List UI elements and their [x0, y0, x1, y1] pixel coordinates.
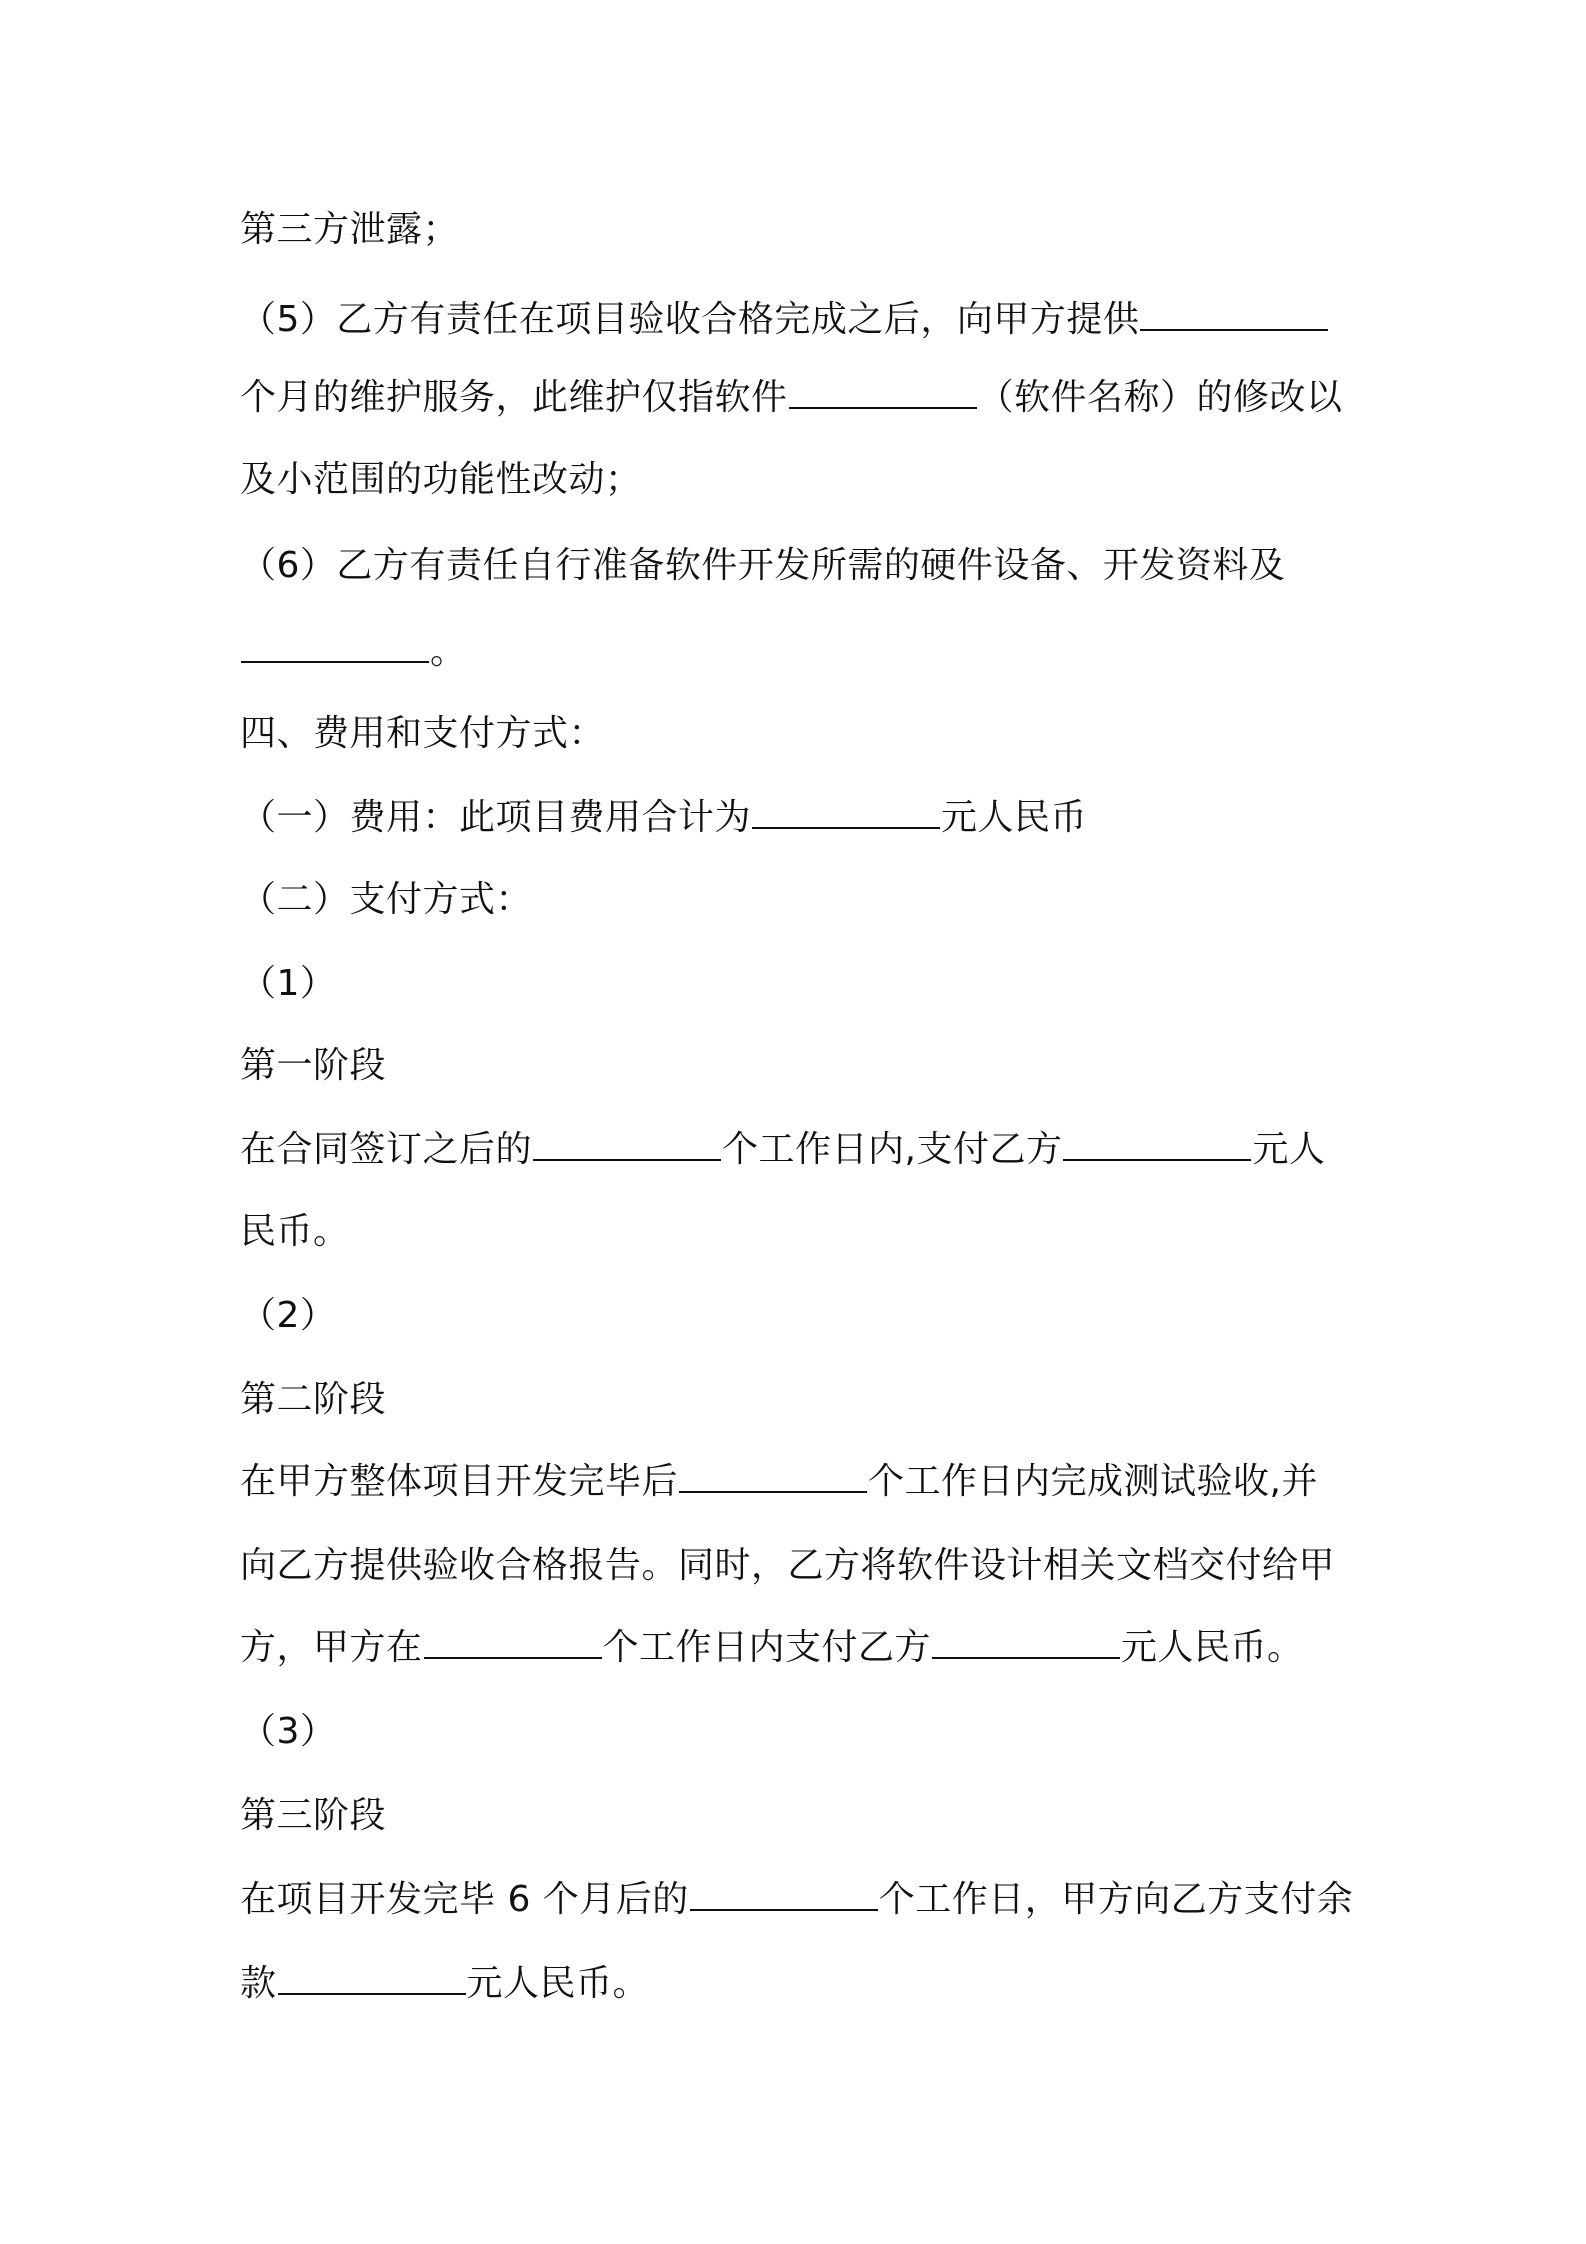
section-heading	[240, 704, 1360, 764]
fill-in-blank[interactable]	[278, 1957, 466, 1995]
text-segment: 第三阶段	[240, 1795, 387, 1836]
text-segment: 第三方泄露；	[240, 209, 460, 250]
text-segment: （5）乙方有责任在项目验收合格完成之后，向甲方提供	[240, 299, 1140, 340]
text-segment: 个工作日，甲方向乙方支付余	[878, 1879, 1354, 1920]
stage-heading	[240, 1370, 1360, 1430]
text-line	[240, 368, 1360, 428]
fill-in-blank[interactable]	[533, 1123, 721, 1161]
text-line	[240, 1954, 1360, 2014]
text-line	[240, 1618, 1360, 1678]
text-segment: （1）	[240, 963, 337, 1004]
text-segment: 元人	[1252, 1129, 1326, 1170]
fill-in-blank[interactable]	[1063, 1123, 1251, 1161]
text-line	[240, 1120, 1360, 1180]
text-line	[240, 870, 1360, 930]
text-line	[240, 450, 1360, 510]
fill-in-blank[interactable]	[241, 625, 429, 663]
text-segment: （6）乙方有责任自行准备软件开发所需的硬件设备、开发资料及	[240, 545, 1286, 586]
fill-in-blank[interactable]	[690, 1873, 878, 1911]
fill-in-blank[interactable]	[679, 1455, 867, 1493]
text-segment: 个工作日内支付乙方	[602, 1627, 932, 1668]
text-segment: 在甲方整体项目开发完毕后	[240, 1461, 679, 1502]
text-line	[240, 622, 1360, 682]
fill-in-blank[interactable]	[1140, 293, 1328, 331]
text-segment: （2）	[240, 1295, 337, 1336]
text-segment: 方，甲方在	[240, 1627, 423, 1668]
text-line	[240, 1870, 1360, 1930]
text-segment: 及小范围的功能性改动；	[240, 459, 642, 500]
text-segment: 元人民币	[941, 797, 1088, 838]
stage-heading	[240, 1036, 1360, 1096]
text-line	[240, 1536, 1360, 1596]
fill-in-blank[interactable]	[424, 1621, 602, 1659]
fill-in-blank[interactable]	[789, 371, 977, 409]
text-line	[240, 536, 1360, 596]
text-segment: 个工作日内完成测试验收,并	[868, 1461, 1318, 1502]
fill-in-blank[interactable]	[932, 1621, 1120, 1659]
text-line	[240, 954, 1360, 1014]
text-line	[240, 1202, 1360, 1262]
text-line	[240, 1286, 1360, 1346]
text-line	[240, 1702, 1360, 1762]
text-segment: 元人民币。	[466, 1963, 650, 2004]
text-segment: 第二阶段	[240, 1379, 387, 1420]
text-segment: （一）费用：此项目费用合计为	[240, 797, 752, 838]
text-segment: 在项目开发完毕 6 个月后的	[240, 1879, 689, 1920]
text-segment: （软件名称）的修改以	[977, 377, 1343, 418]
text-segment: 款	[240, 1963, 277, 2004]
text-line	[240, 200, 1360, 260]
text-line	[240, 1452, 1360, 1512]
text-line	[240, 290, 1360, 350]
stage-heading	[240, 1786, 1360, 1846]
text-segment: （3）	[240, 1711, 337, 1752]
text-segment: 个月的维护服务，此维护仅指软件	[240, 377, 788, 418]
text-segment: 民币。	[240, 1211, 350, 1252]
text-segment: 在合同签订之后的	[240, 1129, 533, 1170]
text-segment: 四、费用和支付方式：	[240, 713, 606, 754]
text-segment: 。	[430, 631, 467, 672]
fill-in-blank[interactable]	[752, 791, 940, 829]
text-segment: （二）支付方式：	[240, 879, 533, 920]
text-segment: 元人民币。	[1121, 1627, 1304, 1668]
text-line	[240, 788, 1360, 848]
text-segment: 个工作日内,支付乙方	[722, 1129, 1063, 1170]
text-segment: 第一阶段	[240, 1045, 387, 1086]
text-segment: 向乙方提供验收合格报告。同时，乙方将软件设计相关文档交付给甲	[240, 1545, 1336, 1586]
